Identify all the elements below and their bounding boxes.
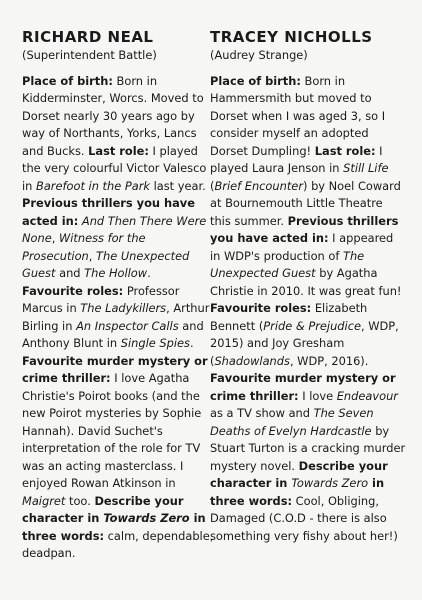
title-text: Witness for the Prosecution [22,231,146,263]
title-text: Maigret [22,493,66,508]
cast-bio-tracey-nicholls [210,28,406,545]
title-text: The Unexpected Guest [22,248,190,280]
title-text: The Unexpected Guest [210,248,365,280]
title-text: And Then There Were None [22,213,207,245]
question-label: in three words: [210,476,385,508]
title-text: Shadowlands [214,353,290,368]
title-text: Endeavour [336,388,398,403]
cast-bio-richard-neal [22,28,214,563]
actor-name: TRACEY NICHOLLS [210,28,373,46]
title-text: The Ladykillers [80,301,167,315]
question-label: Last role: [88,143,149,158]
title-text: Barefoot in the Park [36,178,150,193]
question-label: Describe your character in [210,458,388,490]
question-label: Describe your character in [22,493,184,525]
question-label: Favourite murder mystery or crime thriller: [22,353,208,385]
question-label: Previous thrillers you have acted in: [210,213,399,245]
title-text: Pride & Prejudice [263,318,361,333]
question-label: Previous thrillers you have acted in: [22,196,195,228]
question-label: Place of birth: [22,73,113,88]
question-label: Favourite roles: [22,283,124,298]
title-text: The Seven Deaths of Evelyn Hardcastle [210,406,374,438]
title-text: Brief Encounter [214,178,303,193]
actor-name: RICHARD NEAL [22,28,154,46]
actor-bio: Place of birth: Born in Hammersmith but moved to Dorset when I was aged 3, so I consider myself an adopted Dorset Dumpling! Last role: I played Laura Jenson in Still Life (Brief Encounter) by Noel Coward at Bournemouth Little Theatre this summer. Previous thrillers you have acted in: I appeared in WDP's production of The Unexpected Guest by Agatha Christie in 2010. It was great fun! Favourite roles: Elizabeth Bennett (Pride & Prejudice, WDP, 2015) and Joy Gresham (Shadowlands, WDP, 2016). Favourite murder mystery or crime thriller: I love Endeavour as a TV show and The Seven Deaths of Evelyn Hardcastle by Stuart Turton is a cracking murder mystery novel. Describe your character in Towards Zero in three words: Cool, Obliging, Damaged (C.O.D - there is also something very fishy about her!) [210,73,406,543]
title-text: Towards Zero [103,511,190,525]
question-label: in three words: [22,511,206,543]
title-text: An Inspector Calls [76,318,179,333]
title-text: Single Spies [120,336,190,350]
title-text: Still Life [343,161,389,175]
title-text: The Hollow [84,266,148,280]
character-name: (Superintendent Battle) [22,48,157,62]
question-label: Place of birth: [210,73,301,88]
question-label: Favourite murder mystery or crime thriller: [210,371,396,403]
title-text: Towards Zero [291,476,369,490]
question-label: Last role: [314,143,376,158]
question-label: Favourite roles: [210,301,312,315]
actor-bio: Place of birth: Born in Kidderminster, Worcs. Moved to Dorset nearly 30 years ago by way of Northants, Yorks, Lancs and Bucks. Last role: I played the very colourful Victor Valesco in Barefoot in the Park last year. Previous thrillers you have acted in: And Then There Were None, Witness for the Prosecution, The Unexpected Guest and The Hollow. Favourite roles: Professor Marcus in The Ladykillers, Arthur Birling in An Inspector Calls and Anthony Blunt in Single Spies. Favourite murder mystery or crime thriller: I love Agatha Christie's Poirot books (and the new Poirot mysteries by Sophie Hannah). David Suchet's interpretation of the role for TV was an acting masterclass. I enjoyed Rowan Atkinson in Maigret too. Describe your character in Towards Zero in three words: calm, dependable, deadpan. [22,73,214,560]
character-name: (Audrey Strange) [210,48,308,62]
